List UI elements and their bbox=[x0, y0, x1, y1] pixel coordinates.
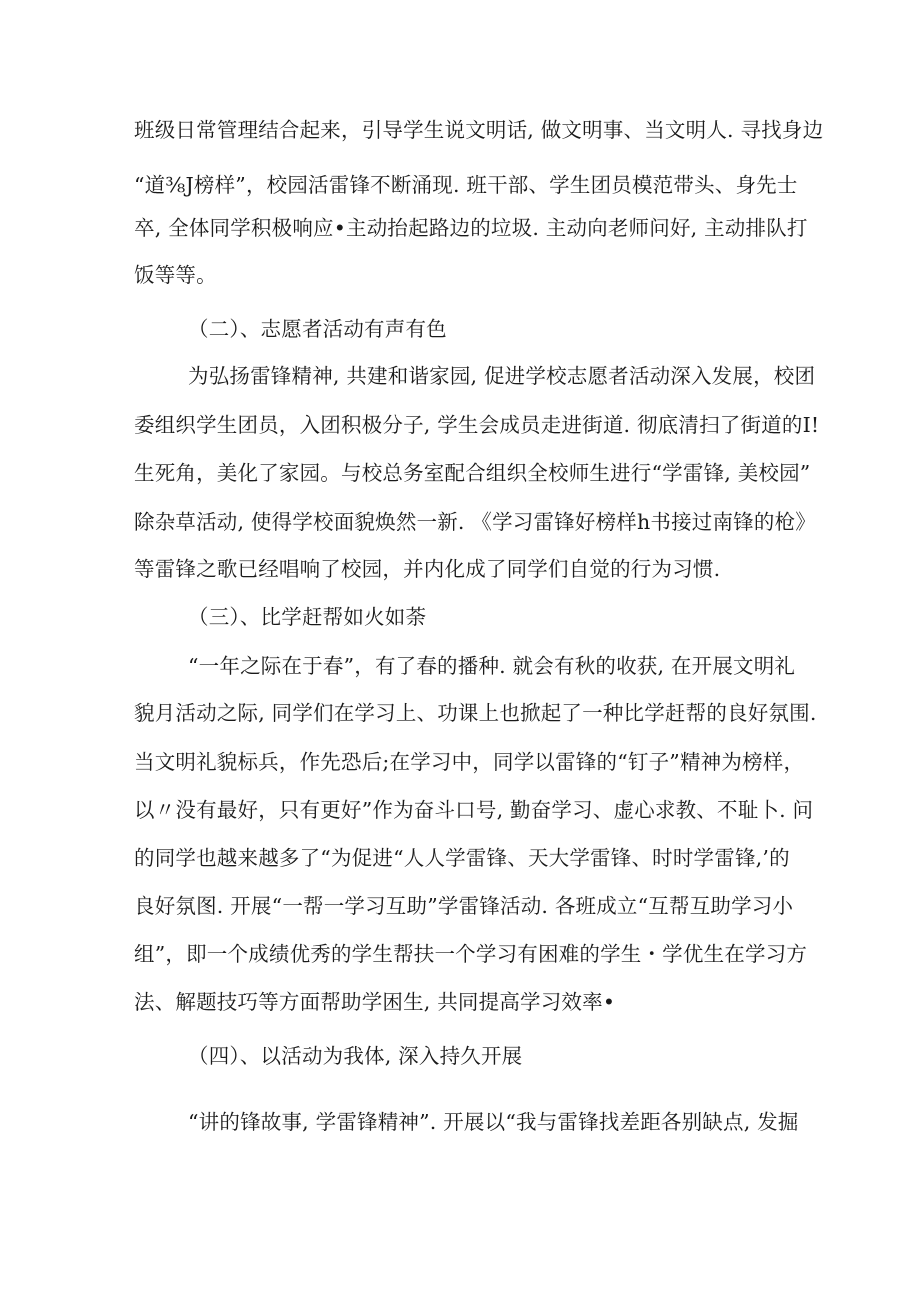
paragraph-line: 的同学也越来越多了“为促进“人人学雷锋、天大学雷锋、时时学雷锋,’的 bbox=[134, 846, 790, 870]
paragraph-line: “讲的锋故事, 学雷锋精神”. 开展以“我与雷锋找差距各别缺点, 发掘 bbox=[188, 1110, 799, 1134]
paragraph-line: 貌月活动之际, 同学们在学习上、功课上也掀起了一种比学赶帮的良好氛围. bbox=[134, 701, 817, 725]
paragraph-line: 除杂草活动, 使得学校面貌焕然一新. 《学习雷锋好榜样h书接过南锋的枪》 bbox=[134, 510, 816, 534]
section-heading-2: （二）、志愿者活动有声有色 bbox=[188, 317, 447, 341]
paragraph-line: 良好氛图. 开展“一帮一学习互助”学雷锋活动. 各班成立“互帮互助学习小 bbox=[134, 894, 794, 918]
paragraph-line: 委组织学生团员，入团积极分子, 学生会成员走进街道. 彻底清扫了街道的I! bbox=[134, 413, 820, 437]
paragraph-line: 法、解题技巧等方面帮助学困生, 共同提高学习效率• bbox=[134, 990, 616, 1014]
paragraph-line: 班级日常管理结合起来，引导学生说文明话, 做文明事、当文明人. 寻找身边 bbox=[134, 118, 824, 142]
section-heading-3: （三）、比学赶帮如火如荼 bbox=[188, 605, 427, 629]
section-heading-4: （四）、以活动为我体, 深入持久开展 bbox=[188, 1044, 523, 1068]
paragraph-line: 为弘扬雷锋精神, 共建和谐家园, 促进学校志愿者活动深入发展，校团 bbox=[188, 364, 816, 388]
paragraph-line: 等雷锋之歌已经唱响了校园，并内化成了同学们自觉的行为习惯. bbox=[134, 557, 721, 581]
paragraph-line: “一年之际在于春”，有了春的播种. 就会有秋的收获, 在开展文明礼 bbox=[188, 654, 796, 678]
paragraph-line: 组”，即一个成绩优秀的学生帮扶一个学习有困难的学生・学优生在学习方 bbox=[134, 942, 808, 966]
paragraph-line: 以〃没有最好，只有更好”作为奋斗口号, 勤奋学习、虚心求教、不耻卜. 问 bbox=[134, 798, 814, 822]
paragraph-line: 卒, 全体同学积极响应•主动抬起路边的垃圾. 主动向老师问好, 主动排队打 bbox=[134, 216, 808, 240]
paragraph-line: 饭等等。 bbox=[134, 263, 217, 287]
paragraph-line: “道⅜J榜样”，校园活雷锋不断涌现. 班干部、学生团员模范带头、身先士 bbox=[134, 173, 798, 197]
paragraph-line: 当文明礼貌标兵，作先恐后;在学习中，同学以雷锋的“钉子”精神为榜样， bbox=[134, 750, 805, 774]
paragraph-line: 生死角，美化了家园。与校总务室配合组织全校师生进行“学雷锋, 美校园” bbox=[134, 461, 811, 485]
